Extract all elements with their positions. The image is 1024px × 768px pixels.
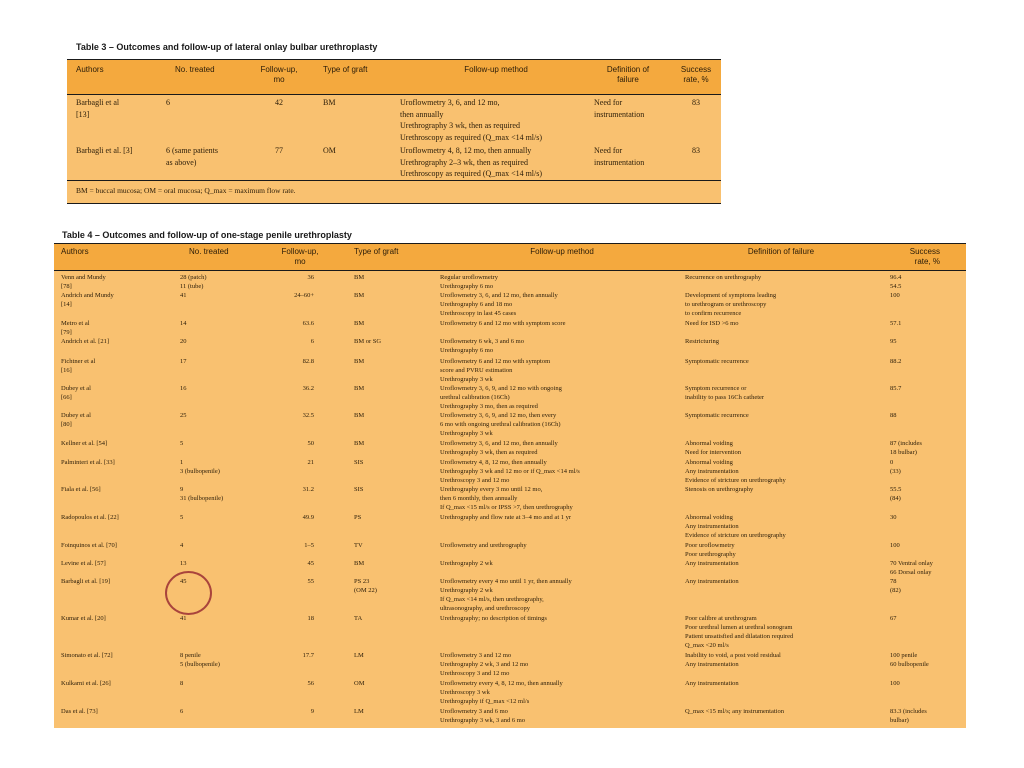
table4-cell-method: Uroflowmetry 3, 6, and 12 mo, then annually Urethrography 3 wk, then as required xyxy=(440,440,558,456)
table4-cell-method: Uroflowmetry and urethrography xyxy=(440,542,527,549)
table3-cell-success: 83 xyxy=(692,146,700,155)
table3-header-method: Follow-up method xyxy=(464,65,528,74)
table4-cell-success: 100 penile 60 bulbopenile xyxy=(890,652,929,668)
table4-cell-failure: Q_max <15 ml/s; any instrumentation xyxy=(685,708,784,715)
table4-cell-graft: BM xyxy=(354,358,365,365)
table4-cell-authors: Fichtner et al [16] xyxy=(61,358,96,374)
table3-cell-authors: Barbagli et al. [3] xyxy=(76,146,133,155)
table4-cell-followup: 21 xyxy=(307,459,314,466)
table4-cell-failure: Any instrumentation xyxy=(685,560,739,567)
table4-cell-authors: Barbagli et al. [19] xyxy=(61,578,111,585)
table4-cell-followup: 36 xyxy=(307,274,314,281)
table4-cell-authors: Dubey et al [80] xyxy=(61,412,91,428)
table4-cell-graft: PS 23 (OM 22) xyxy=(354,578,377,594)
table4-cell-failure: Any instrumentation xyxy=(685,680,739,687)
table4-cell-failure: Abnormal voiding Need for intervention xyxy=(685,440,741,456)
table4-cell-success: 70 Ventral onlay 66 Dorsal onlay xyxy=(890,560,933,576)
table4-cell-followup: 1–5 xyxy=(304,542,314,549)
table4-cell-method: Uroflowmetry 3, 6, and 12 mo, then annually Urethrography 6 and 18 mo Urethroscopy in last 45 cases xyxy=(440,292,558,317)
table4-cell-authors: Simonato et al. [72] xyxy=(61,652,113,659)
table4 xyxy=(54,243,966,728)
table4-cell-authors: Kellner et al. [54] xyxy=(61,440,108,447)
table4-cell-success: 85.7 xyxy=(890,385,902,392)
table3-cell-failure: Need for instrumentation xyxy=(594,146,645,167)
table4-cell-authors: Metro et al [79] xyxy=(61,320,90,336)
table4-cell-treated: 28 (patch) 11 (tube) xyxy=(180,274,207,290)
table4-cell-treated: 45 xyxy=(180,578,187,585)
table4-cell-followup: 9 xyxy=(310,708,314,715)
table4-cell-success: 57.1 xyxy=(890,320,902,327)
table4-cell-success: 0 (33) xyxy=(890,459,901,475)
table4-cell-graft: TA xyxy=(354,615,363,622)
table3-cell-followup: 77 xyxy=(275,146,283,155)
table4-cell-success: 100 xyxy=(890,292,900,299)
table4-cell-authors: Andrich and Mundy [14] xyxy=(61,292,114,308)
table4-cell-failure: Abnormal voiding Any instrumentation Evidence of stricture on urethrography xyxy=(685,514,786,539)
table4-cell-authors: Das et al. [73] xyxy=(61,708,98,715)
table4-cell-failure: Symptom recurrence or inability to pass 16Ch catheter xyxy=(685,385,765,401)
table4-header-authors: Authors xyxy=(61,247,89,256)
table4-cell-method: Uroflowmetry 3, 6, 9, and 12 mo, then every 6 mo with ongoing urethral calibration (16Ch) Urethrography 3 wk xyxy=(440,412,561,437)
table3-footnote: BM = buccal mucosa; OM = oral mucosa; Q_max = maximum flow rate. xyxy=(67,180,721,204)
table3-cell-graft: OM xyxy=(323,146,336,155)
table4-cell-followup: 45 xyxy=(307,560,314,567)
table4-cell-graft: BM xyxy=(354,274,365,281)
table4-cell-treated: 9 31 (bulbopenile) xyxy=(180,486,224,502)
table4-cell-treated: 41 xyxy=(180,615,187,622)
table4-cell-followup: 63.6 xyxy=(302,320,314,327)
table4-cell-method: Uroflowmetry 3 and 6 mo Urethrography 3 wk, 3 and 6 mo xyxy=(440,708,526,724)
table4-cell-method: Urethrography; no description of timings xyxy=(440,615,547,622)
table4-cell-followup: 82.8 xyxy=(302,358,314,365)
table4-title: Table 4 – Outcomes and follow-up of one-stage penile urethroplasty xyxy=(62,230,352,240)
table4-cell-followup: 18 xyxy=(307,615,314,622)
table4-header-graft: Type of graft xyxy=(354,247,399,256)
table4-cell-failure: Development of symptoms leading to urethrogram or urethroscopy to confirm recurrence xyxy=(685,292,777,317)
table4-cell-graft: BM or SG xyxy=(354,338,382,345)
table4-cell-treated: 5 xyxy=(180,514,184,521)
table4-cell-graft: BM xyxy=(354,320,365,327)
table4-cell-followup: 50 xyxy=(307,440,314,447)
table3-cell-authors: Barbagli et al [13] xyxy=(76,98,120,119)
table3-cell-method: Uroflowmetry 4, 8, 12 mo, then annually Urethrography 2–3 wk, then as required Urethroscopy as required (Q_max <14 ml/s) xyxy=(400,146,543,178)
table4-cell-followup: 49.9 xyxy=(302,514,314,521)
table3-header-followup: Follow-up, mo xyxy=(260,65,298,84)
table4-cell-failure: Symptomatic recurrence xyxy=(685,412,749,419)
table4-cell-treated: 6 xyxy=(180,708,184,715)
table3-header-success: Success rate, % xyxy=(680,65,712,84)
table4-cell-graft: OM xyxy=(354,680,365,687)
table4-cell-treated: 20 xyxy=(180,338,187,345)
table4-cell-authors: Dubey et al [66] xyxy=(61,385,91,401)
table4-cell-authors: Kulkarni et al. [26] xyxy=(61,680,111,687)
table4-cell-graft: SIS xyxy=(354,486,364,493)
table4-cell-authors: Fiala et al. [56] xyxy=(61,486,101,493)
table4-cell-followup: 17.7 xyxy=(302,652,314,659)
table3-header-treated: No. treated xyxy=(175,65,215,74)
table4-cell-graft: BM xyxy=(354,560,365,567)
table4-cell-followup: 6 xyxy=(310,338,314,345)
table4-cell-followup: 36.2 xyxy=(302,385,314,392)
table4-cell-failure: Poor uroflowmetry Poor urethrography xyxy=(685,542,736,558)
table4-cell-success: 78 (82) xyxy=(890,578,901,594)
table4-cell-success: 88 xyxy=(890,412,897,419)
table3-header-failure: Definition of failure xyxy=(606,65,650,84)
table4-cell-failure: Abnormal voiding Any instrumentation Evidence of stricture on urethrography xyxy=(685,459,786,484)
table4-cell-treated: 17 xyxy=(180,358,187,365)
table3-title: Table 3 – Outcomes and follow-up of lateral onlay bulbar urethroplasty xyxy=(76,42,378,52)
highlight-circle xyxy=(165,571,212,615)
table4-cell-graft: SIS xyxy=(354,459,364,466)
table3-cell-failure: Need for instrumentation xyxy=(594,98,645,119)
table4-cell-success: 83.3 (includes bulbar) xyxy=(890,708,927,724)
table4-cell-followup: 32.5 xyxy=(302,412,314,419)
table3-cell-treated: 6 (same patients as above) xyxy=(166,146,218,167)
table3-header-authors: Authors xyxy=(76,65,104,74)
table4-cell-graft: BM xyxy=(354,440,365,447)
table4-cell-failure: Stenosis on urethrography xyxy=(685,486,754,493)
table4-cell-failure: Recurrence on urethrography xyxy=(685,274,762,281)
table4-cell-failure: Restricturing xyxy=(685,338,719,345)
table4-cell-followup: 56 xyxy=(307,680,314,687)
table4-header-failure: Definition of failure xyxy=(747,247,815,256)
table3-cell-success: 83 xyxy=(692,98,700,107)
table4-cell-success: 100 xyxy=(890,542,900,549)
table4-cell-treated: 8 penile 5 (bulbopenile) xyxy=(180,652,220,668)
table4-cell-treated: 41 xyxy=(180,292,187,299)
table4-cell-authors: Andrich et al. [21] xyxy=(61,338,110,345)
table4-header-method: Follow-up method xyxy=(530,247,594,256)
table4-cell-method: Urethrography every 3 mo until 12 mo, then 6 monthly, then annually If Q_max <15 ml/s or IPSS >7, then urethrography xyxy=(440,486,573,511)
table4-cell-graft: BM xyxy=(354,385,365,392)
table4-cell-treated: 14 xyxy=(180,320,187,327)
table4-cell-failure: Inability to void, a post void residual Any instrumentation xyxy=(685,652,781,668)
table4-header-row xyxy=(54,243,966,271)
table4-cell-failure: Need for ISD >6 mo xyxy=(685,320,739,327)
table4-cell-graft: TV xyxy=(354,542,363,549)
table4-cell-graft: BM xyxy=(354,412,365,419)
table4-cell-authors: Levine et al. [57] xyxy=(61,560,106,567)
table4-cell-success: 55.5 (84) xyxy=(890,486,902,502)
table4-cell-treated: 13 xyxy=(180,560,187,567)
table4-cell-method: Uroflowmetry 3 and 12 mo Urethrography 2 wk, 3 and 12 mo Urethroscopy 3 and 12 mo xyxy=(440,652,529,677)
table4-cell-method: Urethrography and flow rate at 3–4 mo and at 1 yr xyxy=(440,514,572,521)
table4-cell-method: Uroflowmetry 6 wk, 3 and 6 mo Urethrography 6 mo xyxy=(440,338,524,354)
table4-cell-success: 96.4 54.5 xyxy=(890,274,902,290)
table4-cell-method: Urethrography 2 wk xyxy=(440,560,493,567)
table4-cell-treated: 5 xyxy=(180,440,184,447)
table4-cell-method: Uroflowmetry 6 and 12 mo with symptom score and PVRU estimation Urethrography 3 wk xyxy=(440,358,551,383)
table3-cell-treated: 6 xyxy=(166,98,170,107)
table4-cell-followup: 31.2 xyxy=(302,486,314,493)
table4-cell-treated: 16 xyxy=(180,385,187,392)
table4-cell-followup: 55 xyxy=(307,578,314,585)
table4-cell-graft: PS xyxy=(354,514,362,521)
table4-cell-followup: 24–60+ xyxy=(294,292,314,299)
table4-cell-graft: LM xyxy=(354,652,364,659)
table4-header-success: Success rate, % xyxy=(909,247,940,266)
table4-cell-failure: Any instrumentation xyxy=(685,578,739,585)
table3-cell-followup: 42 xyxy=(275,98,283,107)
table4-cell-authors: Kumar et al. [20] xyxy=(61,615,106,622)
table3-cell-graft: BM xyxy=(323,98,336,107)
table4-cell-failure: Poor calibre at urethrogram Poor urethral lumen at urethral sonogram Patient unsatisfied and dilatation required Q_max <20 ml/s xyxy=(685,615,794,649)
table3-cell-method: Uroflowmetry 3, 6, and 12 mo, then annually Urethrography 3 wk, then as required Urethroscopy as required (Q_max <14 ml/s) xyxy=(400,98,543,142)
table4-cell-graft: BM xyxy=(354,292,365,299)
table4-cell-authors: Palminteri et al. [33] xyxy=(61,459,115,466)
table4-cell-method: Uroflowmetry 6 and 12 mo with symptom score xyxy=(440,320,566,327)
table4-cell-success: 30 xyxy=(890,514,897,521)
table4-cell-success: 88.2 xyxy=(890,358,902,365)
table4-cell-success: 95 xyxy=(890,338,897,345)
table3 xyxy=(67,59,721,204)
table4-cell-graft: LM xyxy=(354,708,364,715)
table4-cell-method: Regular uroflowmetry Urethrography 6 mo xyxy=(440,274,498,290)
table4-header-followup: Follow-up, mo xyxy=(281,247,319,266)
table4-cell-failure: Symptomatic recurrence xyxy=(685,358,749,365)
table3-header-row xyxy=(67,59,721,95)
table4-cell-authors: Venn and Mundy [78] xyxy=(61,274,106,290)
table4-cell-authors: Foinquinos et al. [70] xyxy=(61,542,117,549)
table3-header-graft: Type of graft xyxy=(323,65,368,74)
table4-header-treated: No. treated xyxy=(189,247,229,256)
table4-cell-treated: 1 3 (bulbopenile) xyxy=(180,459,220,475)
table4-cell-authors: Radopoulos et al. [22] xyxy=(61,514,119,521)
table4-cell-success: 87 (includes 18 bulbar) xyxy=(890,440,922,456)
table4-cell-method: Uroflowmetry 3, 6, 9, and 12 mo with ongoing urethral calibration (16Ch) Urethrography 3 mo, then as required xyxy=(440,385,562,410)
table4-cell-success: 100 xyxy=(890,680,900,687)
table4-cell-method: Uroflowmetry every 4 mo until 1 yr, then annually Urethrography 2 wk If Q_max <14 ml/s, then urethrography, ultrasonography, and urethroscopy xyxy=(440,578,572,612)
table4-cell-success: 67 xyxy=(890,615,897,622)
table4-cell-method: Uroflowmetry 4, 8, 12 mo, then annually Urethrography 3 wk and 12 mo or if Q_max <14 ml/s Urethroscopy 3 and 12 mo xyxy=(440,459,580,484)
table4-cell-treated: 4 xyxy=(180,542,184,549)
table4-cell-treated: 8 xyxy=(180,680,184,687)
table4-cell-method: Uroflowmetry every 4, 8, 12 mo, then annually Urethroscopy 3 wk Urethrography if Q_max <12 ml/s xyxy=(440,680,563,705)
table4-cell-treated: 25 xyxy=(180,412,187,419)
